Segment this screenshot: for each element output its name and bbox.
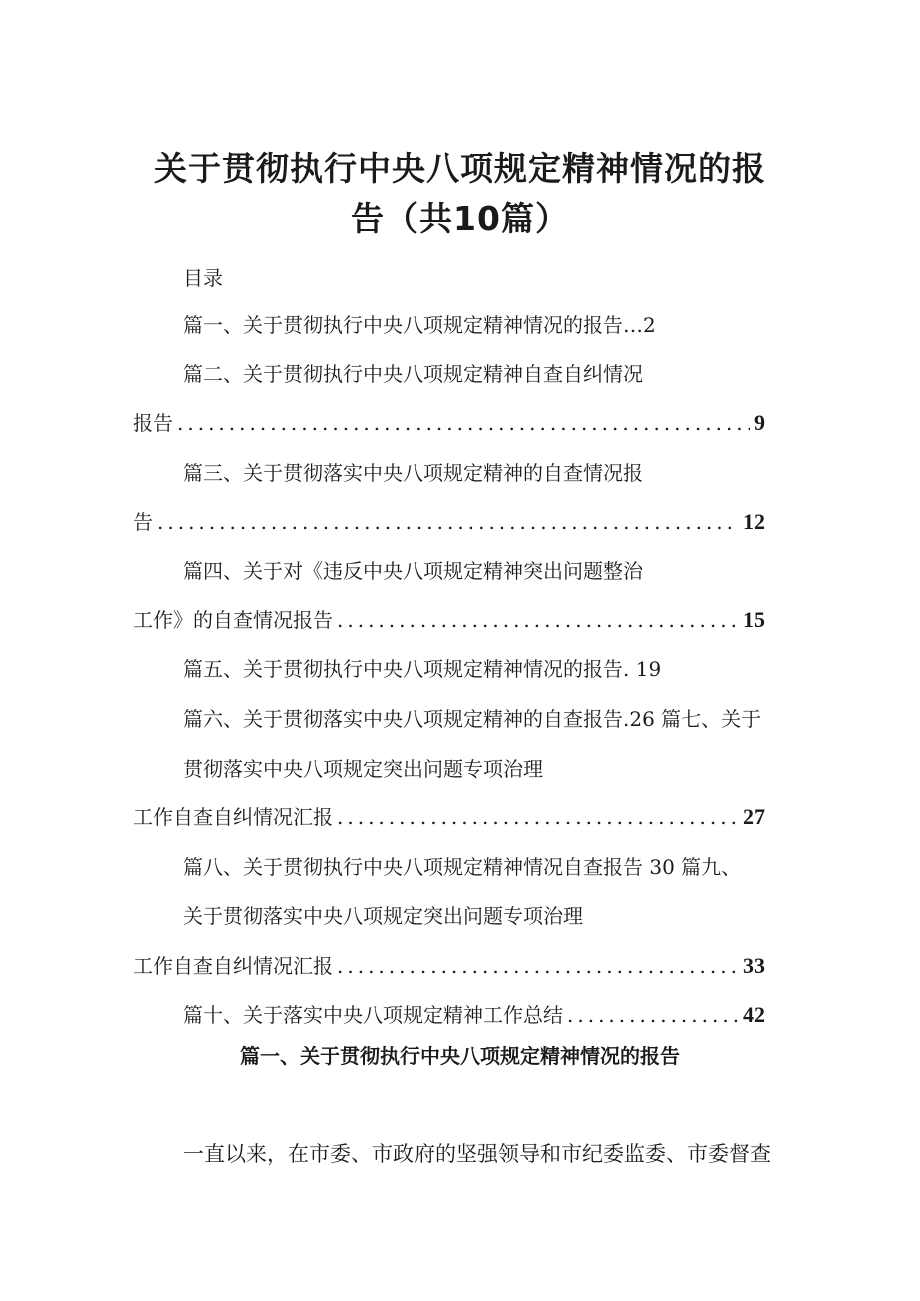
toc-entry-9-line-3	[133, 952, 765, 980]
toc-page-number: 9	[754, 410, 765, 435]
toc-entry-text: 报告	[133, 411, 173, 435]
toc-entry-3-line-2	[133, 508, 765, 536]
toc-entry-10	[183, 1001, 765, 1029]
toc-entry-6-line-1: 篇六、关于贯彻落实中央八项规定精神的自查报告.26 篇七、关于	[183, 707, 762, 731]
dot-leader	[337, 803, 739, 831]
toc-entry-2-line-1: 篇二、关于贯彻执行中央八项规定精神自查自纠情况	[183, 362, 643, 386]
toc-page-number: 12	[743, 509, 765, 534]
toc-entry-4-line-2	[133, 606, 765, 634]
toc-entry-text: 工作自查自纠情况汇报	[133, 954, 333, 978]
toc-entry-text: 告	[133, 510, 153, 534]
document-title-line-2: 告（共10篇）	[351, 199, 569, 238]
toc-entry-4-line-1: 篇四、关于对《违反中央八项规定精神突出问题整治	[183, 559, 643, 583]
section-heading: 篇一、关于贯彻执行中央八项规定精神情况的报告	[240, 1044, 680, 1068]
toc-entry-8-line-1: 篇八、关于贯彻执行中央八项规定精神情况自查报告 30 篇九、	[183, 855, 742, 879]
toc-entry-9-line-2: 关于贯彻落实中央八项规定突出问题专项治理	[183, 904, 583, 928]
toc-entry-1: 篇一、关于贯彻执行中央八项规定精神情况的报告…2	[183, 313, 656, 337]
dot-leader	[337, 952, 739, 980]
toc-page-number: 27	[743, 804, 765, 829]
toc-entry-3-line-1: 篇三、关于贯彻落实中央八项规定精神的自查情况报	[183, 461, 643, 485]
toc-page-number: 42	[743, 1002, 765, 1027]
toc-entry-text: 篇十、关于落实中央八项规定精神工作总结	[183, 1003, 563, 1027]
toc-entry-2-line-2	[133, 409, 765, 437]
dot-leader	[567, 1001, 739, 1029]
dot-leader	[157, 508, 739, 536]
toc-page-number: 15	[743, 607, 765, 632]
toc-entry-text: 工作》的自查情况报告	[133, 608, 333, 632]
toc-entry-5: 篇五、关于贯彻执行中央八项规定精神情况的报告. 19	[183, 657, 662, 681]
document-title-line-1: 关于贯彻执行中央八项规定精神情况的报	[154, 149, 766, 188]
toc-entry-7-line-2: 贯彻落实中央八项规定突出问题专项治理	[183, 757, 543, 781]
body-paragraph-first-line: 一直以来，在市委、市政府的坚强领导和市纪委监委、市委督查	[183, 1142, 771, 1166]
dot-leader	[337, 606, 739, 634]
toc-label: 目录	[183, 266, 223, 290]
dot-leader	[177, 409, 750, 437]
toc-page-number: 33	[743, 953, 765, 978]
toc-entry-7-line-3	[133, 803, 765, 831]
toc-entry-text: 工作自查自纠情况汇报	[133, 805, 333, 829]
